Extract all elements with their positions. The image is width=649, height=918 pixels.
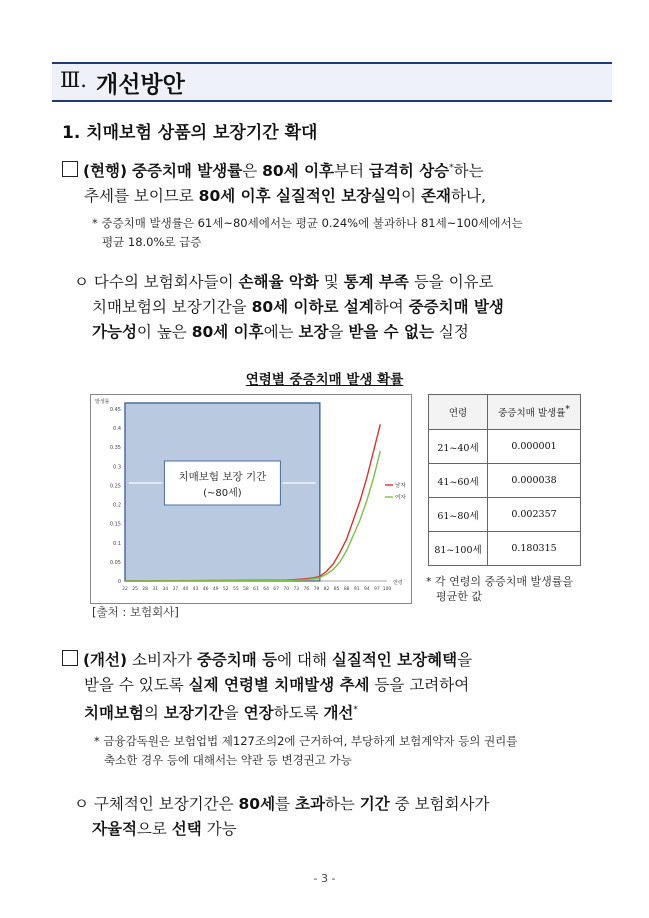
source-note: [출처 : 보험회사] [92,605,179,619]
x-tick-label: 82 [323,587,330,592]
cell-age: 61~80세 [429,498,488,532]
y-axis-label: 발생률 [95,399,110,405]
text: 하나, [451,187,486,206]
y-tick-label: 0.4 [113,426,121,433]
x-tick-label: 49 [212,587,219,592]
x-tick-label: 25 [132,587,138,592]
chart-title: 연령별 중증치매 발생 확률 [245,372,404,388]
text: 가능 [201,820,237,838]
text-bold: 존재 [421,187,451,206]
x-tick-label: 64 [263,587,269,592]
text-bold: 보장기간 [163,704,224,723]
text-bold: 치매보험 [84,704,144,723]
legend-label: 남자 [395,483,406,489]
text: 의 [143,704,164,723]
table-header-row [429,395,581,430]
footnote-mark: * [449,163,454,173]
x-tick-label: 88 [343,587,350,592]
page-number: - 3 - [313,872,336,885]
cell-age: 81~100세 [429,532,488,566]
text: 실정 [434,323,469,341]
text-bold: 80세 [238,795,276,813]
text-bold: 80세 이후 실질적인 보장실익 [198,187,402,206]
text: 중 보험회사가 [389,795,490,813]
chart-container [90,394,412,604]
rate-table [428,394,581,566]
text: 을 [328,323,349,341]
y-tick-label: 0.3 [113,464,121,471]
text: 에 대해 [277,651,332,669]
text: 받을 수 있도록 [84,676,189,694]
text-bold: 중증치매 발생률 [132,162,243,181]
x-tick-label: 43 [192,587,199,592]
text-bold: 손해율 악화 [238,273,319,291]
text: 은 [242,162,263,181]
x-tick-label: 46 [202,587,209,592]
text: 에는 [263,323,299,341]
x-tick-label: 91 [353,587,360,592]
text: 하는 [324,795,360,813]
y-tick-label: 0.45 [109,407,121,413]
header-rate [488,395,581,430]
table-footnote [426,574,573,604]
table-row [429,498,581,532]
cell-age: 21~40세 [429,430,488,464]
x-tick-label: 61 [253,587,259,592]
text-bold: 중증치매 등 [196,651,278,669]
y-tick-label: 0.05 [109,559,121,566]
x-tick-label: 70 [283,587,290,592]
text-bold: 80세 이하로 설계 [251,298,374,316]
cell-age: 41~60세 [429,464,488,498]
text: 으로 [136,820,172,838]
text: 및 [318,273,344,291]
text: 부터 [334,162,369,181]
text-bold: 선택 [171,820,202,838]
checkbox-square-icon [62,650,78,666]
current-footnote [92,214,612,252]
bullet-paragraph-2 [74,792,604,842]
current-paragraph [62,156,602,209]
x-tick-label: 28 [142,587,149,592]
x-tick-label: 94 [363,587,370,592]
text: 치매보험의 보장기간을 [92,298,252,316]
text-bold: 중증치매 발생 [408,298,504,316]
text: 이 높은 [136,323,192,341]
text-bold: 80세 이후 [262,162,335,181]
section-header [52,62,612,102]
text: 등을 이유로 [408,273,494,291]
text: 을 [223,704,244,723]
text: 추세를 보이므로 [84,187,199,206]
footnote-line: 평균한 값 [436,590,483,603]
x-tick-label: 100 [382,587,392,592]
footnote-line: 축소한 경우 등에 대해서는 약관 등 변경권고 가능 [104,753,352,767]
text-bold: 가능성 [92,323,137,341]
text-bold: 통계 부족 [343,273,409,291]
text-bold: 보장 [298,323,329,341]
footnote-line: * 각 연령의 중증치매 발생률을 [426,575,573,588]
footnote-line: 평균 18.0%로 급증 [102,235,202,249]
text: 이 [401,187,422,206]
table-row [429,532,581,566]
x-tick-label: 85 [333,587,340,592]
x-tick-label: 58 [243,587,249,592]
cell-rate: 0.000001 [488,430,581,464]
coverage-label-range: (~80세) [203,488,242,499]
footnote-mark: * [353,705,358,715]
header-age: 연령 [429,395,488,430]
text-bold: 실질적인 보장혜택 [331,651,458,669]
text: 하도록 [273,704,324,723]
footnote-line: * 중증치매 발생률은 61세~80세에서는 평균 0.24%에 불과하나 81세~100세에서는 [92,216,523,230]
y-tick-label: 0.1 [113,540,121,547]
x-tick-label: 76 [303,587,310,592]
y-tick-label: 0 [117,579,121,585]
y-tick-label: 0.25 [109,483,121,490]
text: 를 [275,795,295,813]
improve-label: (개선) [82,651,128,669]
text-bold: 개선 [323,704,354,723]
footnote-line: * 금융감독원은 보험업법 제127조의2에 근거하여, 부당하게 보험계약자 등의 권리를 [94,734,518,748]
coverage-label: 치매보험 보장 기간 [178,471,267,483]
x-tick-label: 31 [152,587,159,592]
cell-rate: 0.002357 [488,498,581,532]
x-tick-label: 37 [172,587,179,592]
x-tick-label: 55 [232,587,239,592]
y-tick-label: 0.15 [109,521,121,528]
footnote-mark: * [565,404,570,415]
text: 하여 [373,298,409,316]
header-rate-label: 중증치매 발생률 [498,408,566,420]
x-tick-label: 52 [222,587,229,592]
text-bold: 기간 [359,795,390,813]
cell-rate: 0.000038 [488,464,581,498]
x-tick-label: 40 [182,587,189,592]
text: 등을 고려하여 [369,676,470,694]
x-tick-label: 73 [293,587,300,592]
section-title: 개선방안 [96,72,185,98]
line-chart [91,395,411,603]
text-bold: 급격히 상승 [368,162,450,181]
text-bold: 80세 이후 [191,323,264,341]
table-row [429,464,581,498]
text-bold: 초과 [294,795,325,813]
cell-rate: 0.180315 [488,532,581,566]
text: ㅇ 구체적인 보장기간은 [74,795,239,813]
x-tick-label: 34 [162,587,169,592]
x-tick-label: 79 [313,587,320,592]
text-bold: 연장 [243,704,274,723]
improve-paragraph [62,648,602,726]
x-tick-label: 22 [122,587,128,592]
table-row [429,430,581,464]
text: ㅇ 다수의 보험회사들이 [74,273,239,291]
legend-label: 여자 [395,495,406,501]
improve-footnote [94,732,614,770]
subsection-title: 1. 치매보험 상품의 보장기간 확대 [62,123,318,143]
text-bold: 자율적 [92,820,137,838]
x-tick-label: 67 [273,587,280,592]
text: 하는 [453,162,484,181]
text-bold: 실제 연령별 치매발생 추세 [188,676,370,694]
text: 을 [457,651,473,669]
checkbox-square-icon [62,161,78,177]
section-number: Ⅲ. [60,68,87,92]
text: 소비자가 [132,651,197,669]
x-tick-label: 97 [374,587,380,592]
text-bold: 받을 수 없는 [348,323,434,341]
y-tick-label: 0.35 [109,445,121,452]
current-label: (현행) [82,162,128,181]
y-tick-label: 0.2 [113,502,121,509]
x-axis-label: 연령 [393,580,403,586]
bullet-paragraph-1 [74,270,604,345]
